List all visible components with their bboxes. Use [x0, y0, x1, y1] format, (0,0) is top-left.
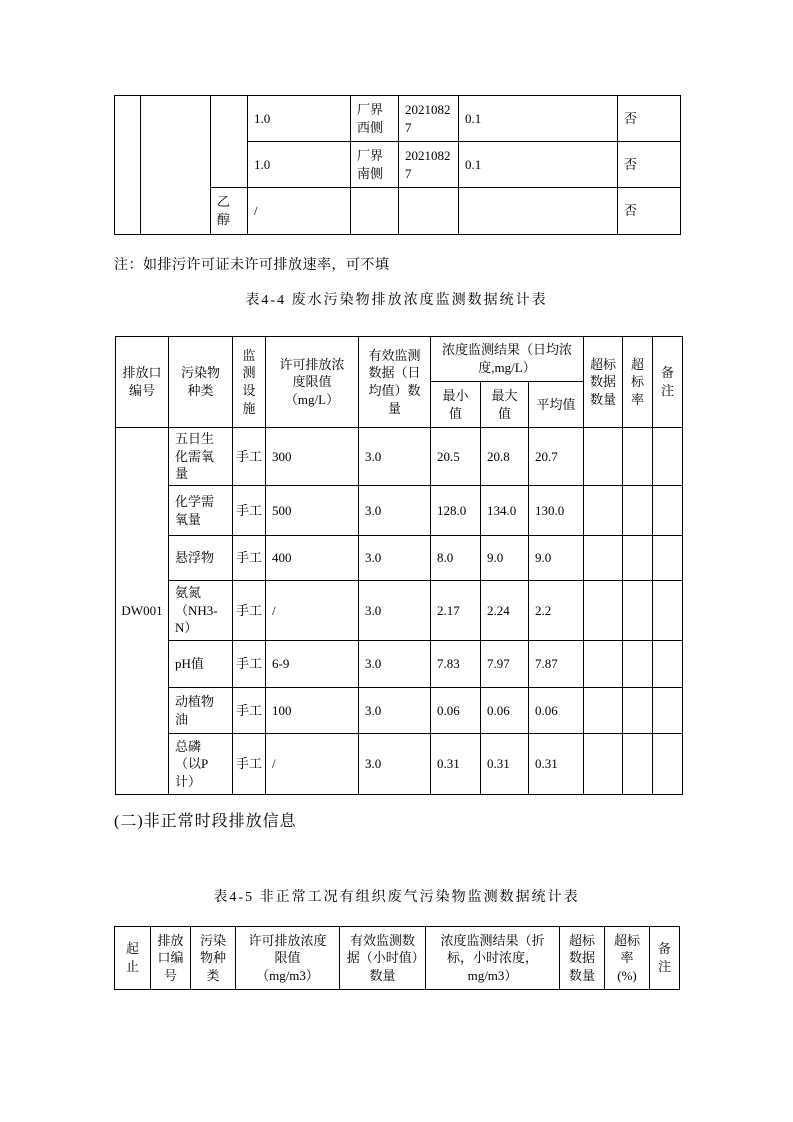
table-4-5-title: 表4-5 非正常工况有组织废气污染物监测数据统计表 [213, 890, 580, 905]
cell-avg: 9.0 [529, 536, 584, 581]
cell-rate-limit: 1.0 [248, 142, 351, 188]
cell-exceed-rate [623, 688, 653, 734]
col-header-limit: 许可排放浓度限值（mg/m3） [236, 927, 340, 990]
cell-valid-count: 3.0 [359, 428, 431, 486]
cell-facility: 手工 [233, 641, 266, 688]
col-header-result-group: 浓度监测结果（日均浓度,mg/L） [431, 337, 584, 382]
cell-limit: 6-9 [266, 641, 359, 688]
col-header-limit: 许可排放浓度限值（mg/L） [266, 337, 359, 428]
cell-max: 0.06 [481, 688, 529, 734]
table-footnote: 注：如排污许可证未许可排放速率，可不填 [114, 258, 390, 273]
cell-facility: 手工 [233, 536, 266, 581]
empty-cell [211, 96, 248, 188]
col-header-min: 最小值 [431, 382, 481, 428]
cell-rate-limit: / [248, 188, 351, 235]
cell-pollutant: 五日生化需氧量 [169, 428, 233, 486]
cell-limit: 100 [266, 688, 359, 734]
cell-remark [653, 486, 683, 536]
cell-max: 134.0 [481, 486, 529, 536]
cell-facility: 手工 [233, 486, 266, 536]
cell-max: 9.0 [481, 536, 529, 581]
header-row [115, 927, 680, 990]
col-header-exceed-count: 超标数据数量 [584, 337, 623, 428]
cell-exceed-rate [623, 486, 653, 536]
cell-remark [653, 688, 683, 734]
cell-avg: 20.7 [529, 428, 584, 486]
cell-limit: 300 [266, 428, 359, 486]
empty-cell [459, 188, 618, 235]
cell-avg: 2.2 [529, 581, 584, 641]
cell-exceed-count [584, 428, 623, 486]
table-row [115, 96, 681, 142]
cell-min: 0.31 [431, 734, 481, 795]
cell-exceed-count [584, 536, 623, 581]
cell-avg: 0.06 [529, 688, 584, 734]
cell-exceed-count [584, 486, 623, 536]
col-header-outlet: 排放口编号 [151, 927, 191, 990]
col-header-max: 最大值 [481, 382, 529, 428]
table-row [116, 428, 683, 486]
cell-pollutant: 悬浮物 [169, 536, 233, 581]
col-header-result: 浓度监测结果（折标，小时浓度，mg/m3） [426, 927, 560, 990]
cell-remark [653, 536, 683, 581]
cell-exceed-flag: 否 [618, 142, 681, 188]
cell-monitor-location: 厂界西侧 [351, 96, 399, 142]
cell-monitor-result: 0.1 [459, 96, 618, 142]
cell-avg: 7.87 [529, 641, 584, 688]
table-row [116, 486, 683, 536]
cell-remark [653, 581, 683, 641]
cell-exceed-rate [623, 581, 653, 641]
cell-exceed-rate [623, 641, 653, 688]
cell-exceed-flag: 否 [618, 96, 681, 142]
cell-remark [653, 428, 683, 486]
table-row [116, 581, 683, 641]
cell-valid-count: 3.0 [359, 688, 431, 734]
col-header-outlet: 排放口编号 [116, 337, 169, 428]
cell-monitor-date: 20210827 [399, 142, 459, 188]
cell-valid-count: 3.0 [359, 486, 431, 536]
cell-min: 20.5 [431, 428, 481, 486]
col-header-avg: 平均值 [529, 382, 584, 428]
cell-pollutant: 乙醇 [211, 188, 248, 235]
empty-cell [141, 96, 211, 235]
cell-pollutant: 氨氮（NH3-N） [169, 581, 233, 641]
continued-table-from-previous-page [114, 95, 681, 235]
cell-limit: 400 [266, 536, 359, 581]
table-row [116, 734, 683, 795]
table-4-4-wastewater-monitoring [115, 336, 683, 795]
cell-exceed-count [584, 581, 623, 641]
table-4-4-title: 表4-4 废水污染物排放浓度监测数据统计表 [245, 293, 548, 308]
cell-max: 2.24 [481, 581, 529, 641]
col-header-remark: 备注 [653, 337, 683, 428]
cell-facility: 手工 [233, 428, 266, 486]
cell-max: 7.97 [481, 641, 529, 688]
cell-limit: 500 [266, 486, 359, 536]
table-row [116, 641, 683, 688]
cell-pollutant: 化学需氧量 [169, 486, 233, 536]
cell-min: 8.0 [431, 536, 481, 581]
cell-limit: / [266, 581, 359, 641]
cell-min: 7.83 [431, 641, 481, 688]
cell-monitor-result: 0.1 [459, 142, 618, 188]
cell-monitor-date: 20210827 [399, 96, 459, 142]
col-header-exceed-count: 超标数据数量 [560, 927, 605, 990]
cell-facility: 手工 [233, 734, 266, 795]
cell-pollutant: 总磷（以P计） [169, 734, 233, 795]
cell-avg: 0.31 [529, 734, 584, 795]
cell-valid-count: 3.0 [359, 581, 431, 641]
header-row [116, 337, 683, 382]
cell-avg: 130.0 [529, 486, 584, 536]
col-header-pollutant: 污染物种类 [191, 927, 236, 990]
cell-exceed-flag: 否 [618, 188, 681, 235]
cell-facility: 手工 [233, 581, 266, 641]
table-row [116, 688, 683, 734]
cell-facility: 手工 [233, 688, 266, 734]
cell-exceed-rate [623, 734, 653, 795]
cell-pollutant: 动植物油 [169, 688, 233, 734]
col-header-period: 起止 [115, 927, 151, 990]
cell-exceed-count [584, 641, 623, 688]
cell-valid-count: 3.0 [359, 536, 431, 581]
col-header-valid-count: 有效监测数据（日均值）数量 [359, 337, 431, 428]
col-header-exceed-rate: 超标率 [623, 337, 653, 428]
col-header-valid-count: 有效监测数据（小时值）数量 [340, 927, 426, 990]
cell-valid-count: 3.0 [359, 734, 431, 795]
cell-limit: / [266, 734, 359, 795]
cell-remark [653, 734, 683, 795]
col-header-remark: 备注 [650, 927, 680, 990]
empty-cell [115, 96, 141, 235]
cell-outlet-id: DW001 [116, 428, 169, 795]
empty-cell [399, 188, 459, 235]
cell-exceed-rate [623, 428, 653, 486]
cell-valid-count: 3.0 [359, 641, 431, 688]
section-heading-abnormal-period: (二)非正常时段排放信息 [114, 813, 297, 830]
cell-min: 2.17 [431, 581, 481, 641]
cell-rate-limit: 1.0 [248, 96, 351, 142]
cell-exceed-count [584, 734, 623, 795]
col-header-pollutant: 污染物种类 [169, 337, 233, 428]
col-header-exceed-rate: 超标率(%) [605, 927, 650, 990]
cell-monitor-location: 厂界南侧 [351, 142, 399, 188]
cell-min: 128.0 [431, 486, 481, 536]
cell-min: 0.06 [431, 688, 481, 734]
cell-remark [653, 641, 683, 688]
cell-pollutant: pH值 [169, 641, 233, 688]
table-4-5-abnormal-gas-monitoring [114, 926, 680, 990]
table-row [116, 536, 683, 581]
cell-max: 0.31 [481, 734, 529, 795]
cell-exceed-rate [623, 536, 653, 581]
cell-exceed-count [584, 688, 623, 734]
empty-cell [351, 188, 399, 235]
cell-max: 20.8 [481, 428, 529, 486]
col-header-facility: 监测设施 [233, 337, 266, 428]
